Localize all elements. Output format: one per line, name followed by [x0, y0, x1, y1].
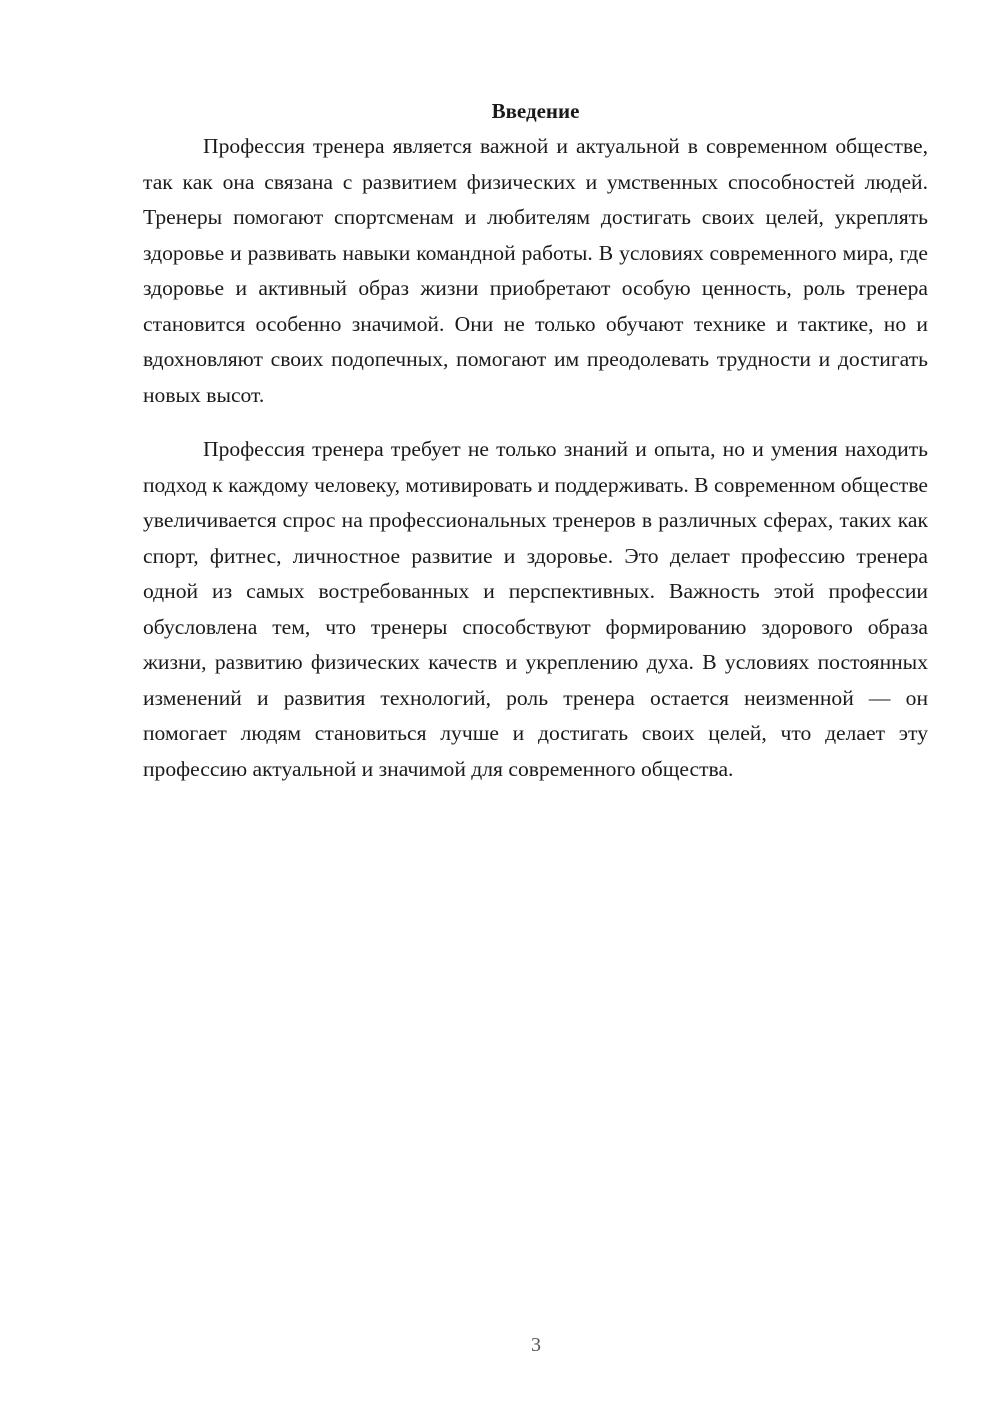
page-content [143, 94, 928, 787]
page-number: 3 [531, 1334, 541, 1356]
paragraph-intro: Профессия тренера является важной и актуальной в современном обществе, так как она связана с развитием физических и умственных способностей людей. Тренеры помогают спортсменам и любителям достигать своих целей, укреплять здоровье и развивать навыки командной работы. В условиях современного мира, где здоровье и активный образ жизни приобретают особую ценность, роль тренера становится особенно значимой. Они не только обучают технике и тактике, но и вдохновляют своих подопечных, помогают им преодолевать трудности и достигать новых высот. [143, 134, 928, 407]
paragraph-demand: Профессия тренера требует не только знаний и опыта, но и умения находить подход к каждому человеку, мотивировать и поддерживать. В современном обществе увеличивается спрос на профессиональных тренеров в различных сферах, таких как спорт, фитнес, личностное развитие и здоровье. Это делает профессию тренера одной из самых востребованных и перспективных. Важность этой профессии обусловлена тем, что тренеры способствуют формированию здорового образа жизни, развитию физических качеств и укреплению духа. В условиях постоянных изменений и развития технологий, роль тренера остается неизменной — он помогает людям становиться лучше и достигать своих целей, что делает эту профессию актуальной и значимой для современного общества. [143, 437, 928, 781]
section-heading: Введение [491, 99, 580, 123]
